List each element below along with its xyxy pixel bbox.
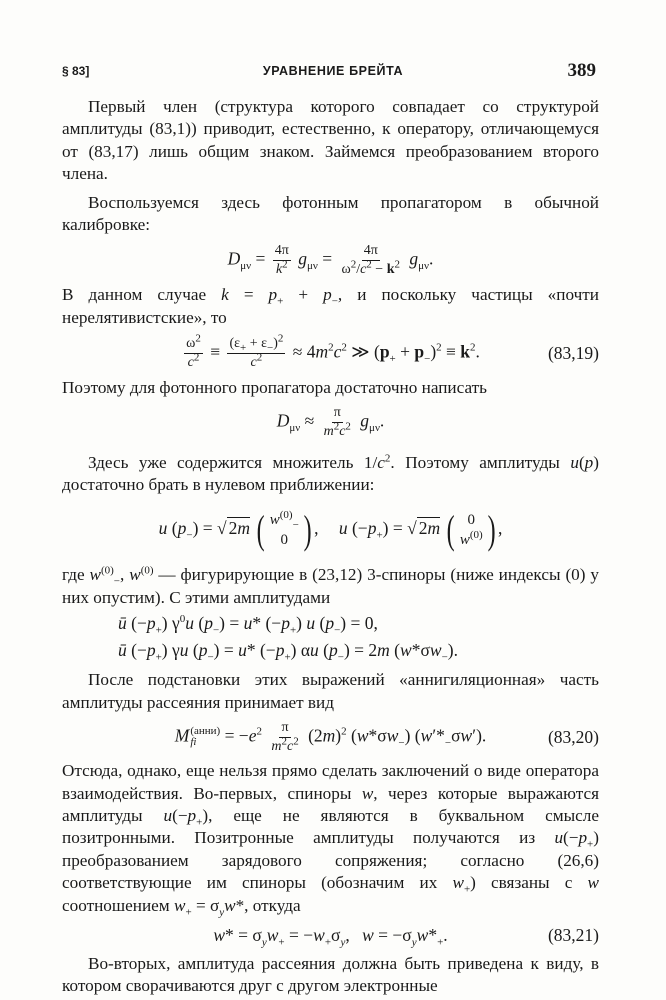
equation-number: (83,19) xyxy=(547,343,599,364)
paragraph-4: Поэтому для фотонного пропагатора достаточно написать xyxy=(62,378,487,398)
paragraph-3: В данном случае $k = p_+ + p_-$, и поскольку частицы «почти нерелятивистские», то xyxy=(62,285,599,327)
section-mark: § 83] xyxy=(62,64,90,78)
paragraph-6: где $w^{(0)}_-$, $w^{(0)}$ — фигурирующие в (23,12) 3-спиноры (ниже индексы (0) у них опустим). С этими амплитудами xyxy=(62,564,599,607)
paragraph-8: Отсюда, однако, еще нельзя прямо сделать заключений о виде оператора взаимодействия. Во-первых, спиноры w, через которые выражаются амплитуды $u(-p_+)$, еще не являются в буквальном смысле позитронными. Позитронные амплитуды получаются из $u(-p_+)$ преобразованием зарядового сопряжения; согласно (26,6) соответствующие им спиноры (обозначим их $w_+$) связаны с w соотношением $w_+ = \sigma_yw*$, откуда xyxy=(62,761,599,918)
paragraph-9: Во-вторых, амплитуда рассеяния должна быть приведена к виду, в котором сворачиваются друг с другом электронные xyxy=(62,953,599,996)
equation-propagator: $D_{\mu\nu}$ = $\frac{4\pi}{k^2}$ $g_{\mu\nu}$ = $\frac{4\pi}{\omega^2/c^2 - k^2}$ $g_{\mu\nu}$. xyxy=(227,242,434,277)
equation-current-0: ū $(-p_+)$ $\gamma^0u$ $(p_-) = u*$ $(-p_+)$ u $(p_-) = 0$, xyxy=(118,612,378,637)
equation-current-vec: ū $(-p_+)$ γu $(p_-) = u*$ $(-p_+)$ αu $(p_-) = 2m$ $(w*\sigma w_-)$. xyxy=(118,639,458,664)
paragraph-2: Воспользуемся здесь фотонным пропагатором в обычной калибровке: xyxy=(62,192,599,235)
equation-83-21: $w* = \sigma_yw_+ = -w_+\sigma_y$, $w = -\sigma_yw*_+$. (83,21) xyxy=(213,924,599,949)
paragraph-5: Здесь уже содержится множитель $1/c^2$. Поэтому амплитуды u(p) достаточно брать в нулевом приближении: xyxy=(62,451,599,495)
equation-83-20: M (анни) fi = $-e^2$ $\frac{\pi}{m^2c^2}$ $(2m)^2$ $(w*\sigma w_-)$ $(w'*_-\sigma w')$. (83,20) xyxy=(174,719,599,754)
equation-propagator-approx: $D_{\mu\nu}$ ≈ $\frac{\pi}{m^2c^2}$ $g_{\mu\nu}$. xyxy=(276,405,385,440)
page-body xyxy=(62,96,599,998)
running-title: УРАВНЕНИЕ БРЕЙТА xyxy=(262,64,404,78)
page-number: 389 xyxy=(567,60,596,81)
paragraph-1: Первый член (структура которого совпадает со структурой амплитуды (83,1)) приводит, естественно, к оператору, отличающемуся от (83,17) лишь общим знаком. Займемся преобразованием второго члена. xyxy=(62,97,599,184)
equation-number: (83,20) xyxy=(547,726,599,747)
paragraph-7: После подстановки этих выражений «аннигиляционная» часть амплитуды рассеяния принимает вид xyxy=(62,670,599,712)
equation-amplitudes: u $(p_-)$ = √ 2m ( $w^{(0)}_-$ 0 ) , u $(-p_+)$ = √ 2m ( 0 $w^{(0)}$ ) , xyxy=(158,507,503,553)
equation-83-19: $\frac{\omega^2}{c^2}$ ≡ $\frac{(\varepsilon_+ + \varepsilon_-)^2}{c^2}$ ≈ $4m^2c^2$ ≫ $(p_+ + p_-)^2 \equiv k^2$. (83,19) xyxy=(186,332,599,370)
equation-number: (83,21) xyxy=(547,924,599,945)
